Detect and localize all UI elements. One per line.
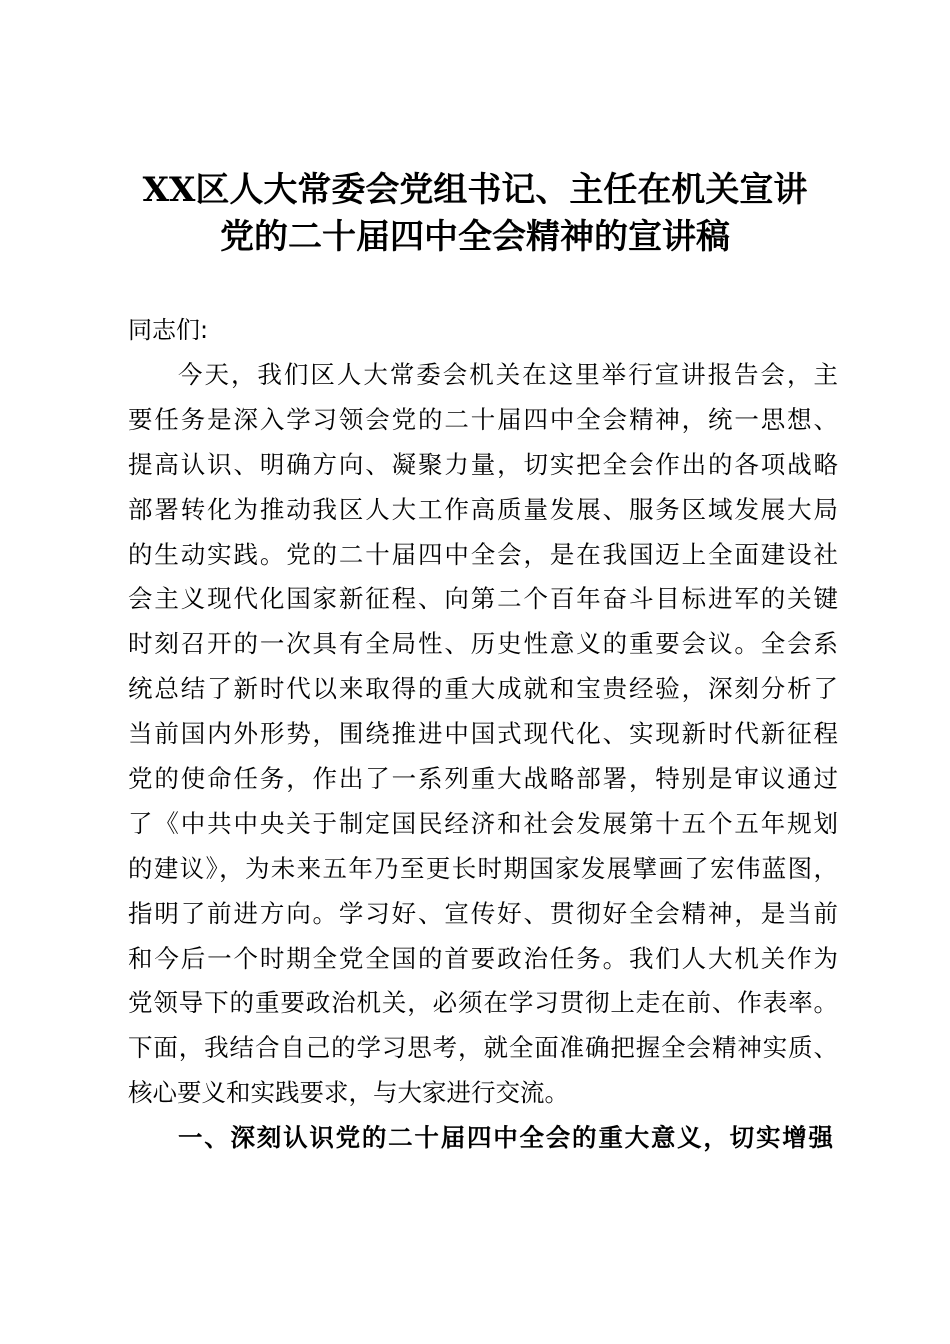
- paragraph-line: 了《中共中央关于制定国民经济和社会发展第十五个五年规划: [128, 808, 838, 838]
- paragraph-line: 核心要义和实践要求，与大家进行交流。: [128, 1078, 569, 1108]
- paragraph-line: 下面，我结合自己的学习思考，就全面准确把握全会精神实质、: [128, 1033, 838, 1063]
- paragraph-line: 党领导下的重要政治机关，必须在学习贯彻上走在前、作表率。: [128, 988, 838, 1018]
- paragraph-line: 党的使命任务，作出了一系列重大战略部署，特别是审议通过: [128, 764, 838, 794]
- paragraph-line: 统总结了新时代以来取得的重大成就和宝贵经验，深刻分析了: [128, 674, 838, 704]
- document-title: [0, 167, 950, 261]
- paragraph-line: 今天，我们区人大常委会机关在这里举行宣讲报告会，主: [178, 360, 838, 389]
- title-line-1: XX区人大常委会党组书记、主任在机关宣讲: [142, 170, 808, 210]
- title-line-2: 党的二十届四中全会精神的宣讲稿: [220, 217, 730, 257]
- intro-paragraph: [128, 358, 838, 1121]
- paragraph-line: 指明了前进方向。学习好、宣传好、贯彻好全会精神，是当前: [128, 898, 838, 928]
- paragraph-line: 的建议》，为未来五年乃至更长时期国家发展擘画了宏伟蓝图，: [128, 853, 838, 883]
- salutation: 同志们:: [128, 316, 209, 344]
- paragraph-line: 时刻召开的一次具有全局性、历史性意义的重要会议。全会系: [128, 629, 838, 659]
- section-heading: 一、深刻认识党的二十届四中全会的重大意义，切实增强: [178, 1123, 833, 1152]
- paragraph-line: 提高认识、明确方向、凝聚力量，切实把全会作出的各项战略: [128, 449, 838, 479]
- paragraph-line: 和今后一个时期全党全国的首要政治任务。我们人大机关作为: [128, 943, 838, 973]
- paragraph-line: 要任务是深入学习领会党的二十届四中全会精神，统一思想、: [128, 404, 838, 434]
- paragraph-line: 会主义现代化国家新征程、向第二个百年奋斗目标进军的关键: [128, 584, 838, 614]
- paragraph-line: 的生动实践。党的二十届四中全会，是在我国迈上全面建设社: [128, 539, 838, 569]
- paragraph-line: 当前国内外形势，围绕推进中国式现代化、实现新时代新征程: [128, 719, 838, 749]
- paragraph-line: 部署转化为推动我区人大工作高质量发展、服务区域发展大局: [128, 494, 838, 524]
